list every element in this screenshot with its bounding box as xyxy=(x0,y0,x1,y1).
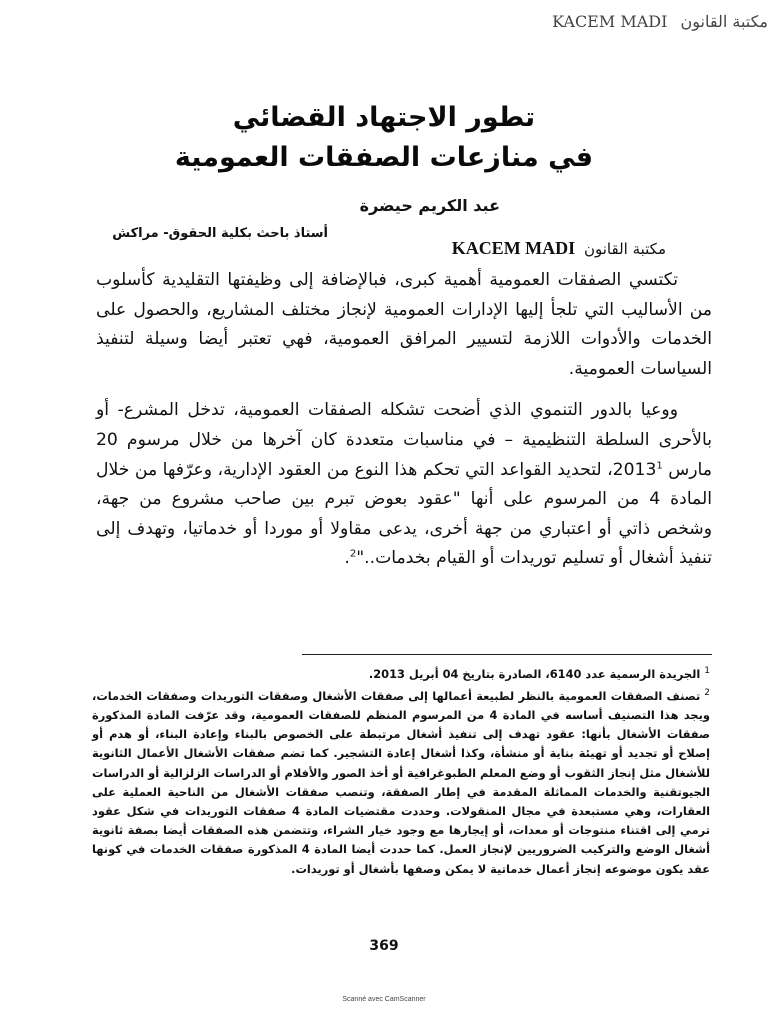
footnote-text: تصنف الصفقات العمومية بالنظر لطبيعة أعمالها إلى صفقات الأشغال وصفقات التوريدات وصفقات الخدمات، ويجد هذا التصنيف أساسه في المادة 4 من المرسوم المنظم للصفقات العمومية، وقد عرّفت المادة المذكورة صفقات الأشغال بأنها: عقود تهدف إلى تنفيذ أشغال مرتبطة على الخصوص بالبناء وإعادة البناء، أو هدم أو إصلاح أو تجديد أو تهيئة بناية أو منشأة، وكذا أشغال إعادة التشجير. كما تضم صفقات الأشغال الأعمال الثانوية للأشغال مثل إنجاز الثقوب أو وضع المعلم الطبوغرافية أو أخذ الصور والأفلام أو الدراسات الزلزالية أو الدراسات الجيوتقنية والخدمات المماثلة المقدمة في إطار الصفقة، وتنصب صفقات الأشغال من الناحية العملية على العقارات، وهي مستبعدة في مجال المنقولات. وحددت مقتضيات المادة 4 صفقات التوريدات في شكل عقود ترمي إلى اقتناء منتوجات أو معدات، أو إيجارها مع وجود خيار الشراء، وتتضمن هذه الصفقات أيضا بصفة ثانوية أشغال الوضع والتركيب الضروريين لإنجاز العمل. كما حددت أيضا المادة 4 المذكورة صفقات الخدمات في كونها عقد يكون موضوعه إنجاز أعمال خدماتية لا يمكن وصفها بأشغال أو توريدات. xyxy=(92,688,710,876)
paragraph-2 xyxy=(96,396,712,574)
author-name: عبد الكريم حيضرة xyxy=(359,196,500,215)
footnote-number: 2 xyxy=(704,688,710,698)
library-watermark xyxy=(452,238,666,259)
article-body xyxy=(96,266,712,586)
page-number: 369 xyxy=(369,938,399,954)
paragraph-1: تكتسي الصفقات العمومية أهمية كبرى، فبالإضافة إلى وظيفتها التقليدية كأسلوب من الأساليب التي تلجأ إليها الإدارات العمومية لإنجاز مختلف المشاريع، والحصول على الخدمات والأدوات اللازمة لتسيير المرافق العمومية، فهي تعتبر أيضا وسيلة لتنفيذ السياسات العمومية. xyxy=(96,270,712,379)
title-line-2: في منازعات الصفقات العمومية xyxy=(174,142,594,173)
footnote-2 xyxy=(92,684,710,879)
watermark-arabic: مكتبة القانون xyxy=(583,240,666,258)
footnote-text: الجريدة الرسمية عدد 6140، الصادرة بتاريخ 04 أبريل 2013. xyxy=(368,666,701,681)
header-latin: KACEM MADI xyxy=(552,12,668,31)
article-title xyxy=(0,98,768,178)
footnote-number: 1 xyxy=(704,666,710,676)
running-header xyxy=(408,12,768,34)
watermark-latin: KACEM MADI xyxy=(451,238,576,258)
paragraph-2-part-a: ووعيا بالدور التنموي الذي أضحت تشكله الصفقات العمومية، تدخل المشرع- أو بالأحرى السلطة التنظيمية – في مناسبات متعددة كان آخرها من خلال مرسوم 20 مارس 2013 xyxy=(96,400,712,480)
paragraph-2-part-c: . xyxy=(344,548,350,569)
author-affiliation: أستاذ باحث بكلية الحقوق- مراكش xyxy=(112,226,328,241)
footnotes xyxy=(92,662,710,879)
footnote-ref-1[interactable]: 1 xyxy=(656,459,663,471)
footnote-ref-2[interactable]: 2 xyxy=(349,548,357,560)
header-arabic: مكتبة القانون xyxy=(680,12,768,31)
paragraph-2-part-b: ، لتحديد القواعد التي تحكم هذا النوع من العقود الإدارية، وعرّفها من خلال المادة 4 من المرسوم على أنها "عقود بعوض تبرم بين صاحب مشروع من جهة، وشخص ذاتي أو اعتباري من جهة أخرى، يدعى مقاولا أو موردا أو خدماتيا، وتهدف إلى تنفيذ أشغال أو تسليم توريدات أو القيام بخدمات.." xyxy=(96,459,712,569)
title-line-1: تطور الاجتهاد القضائي xyxy=(232,102,536,133)
footnote-divider xyxy=(302,654,712,655)
scanner-note: Scanné avec CamScanner xyxy=(342,996,426,1003)
footnote-1 xyxy=(92,662,710,684)
